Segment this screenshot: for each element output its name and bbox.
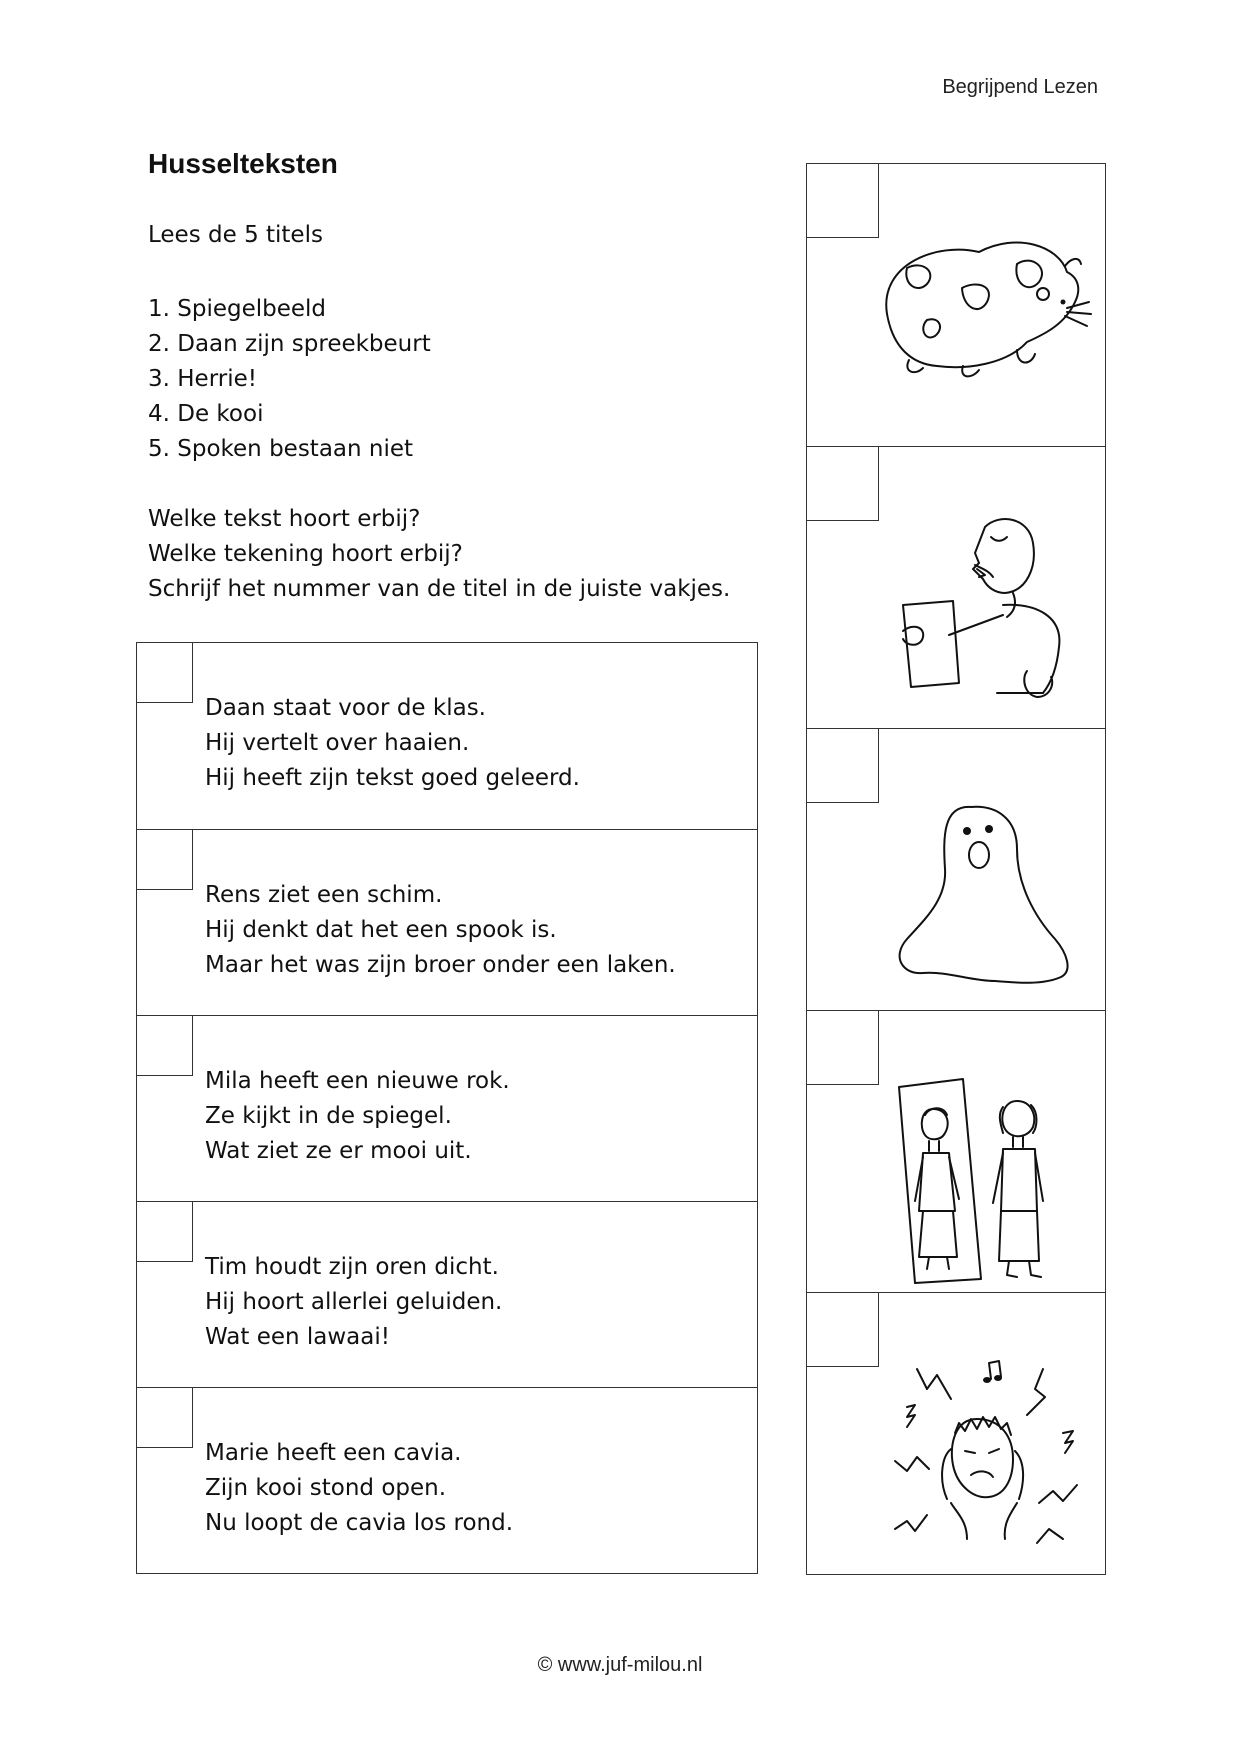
text-line: Rens ziet een schim. [205, 882, 443, 908]
text-line: Daan staat voor de klas. [205, 695, 486, 721]
picture-boxes [806, 163, 1106, 1575]
text-line: Hij denkt dat het een spook is. [205, 917, 557, 943]
text-lines [205, 691, 580, 796]
picture-box [807, 1010, 1105, 1292]
text-lines [205, 1064, 510, 1169]
picture-box [807, 1292, 1105, 1574]
title-item: 1. Spiegelbeeld [148, 296, 327, 322]
page-footer: © www.juf-milou.nl [537, 1654, 703, 1676]
title-item: 3. Herrie! [148, 366, 257, 392]
text-line: Wat ziet ze er mooi uit. [205, 1138, 472, 1164]
guinea-pig-drawing-icon [867, 224, 1097, 439]
answer-number-box[interactable] [137, 830, 193, 890]
text-lines [205, 1250, 502, 1355]
text-box [137, 829, 757, 1015]
text-line: Ze kijkt in de spiegel. [205, 1103, 452, 1129]
text-box [137, 1201, 757, 1387]
picture-box [807, 728, 1105, 1010]
noise-covering-ears-drawing-icon [867, 1353, 1097, 1568]
text-line: Zijn kooi stond open. [205, 1475, 447, 1501]
text-lines [205, 1436, 513, 1541]
text-line: Hij vertelt over haaien. [205, 730, 470, 756]
picture-box [807, 446, 1105, 728]
answer-number-box[interactable] [137, 1016, 193, 1076]
text-line: Mila heeft een nieuwe rok. [205, 1068, 510, 1094]
intro-text: Lees de 5 titels [148, 222, 323, 248]
titles-list [148, 292, 431, 467]
page-header: Begrijpend Lezen [942, 76, 1098, 98]
ghost-drawing-icon [867, 789, 1097, 1004]
text-line: Nu loopt de cavia los rond. [205, 1510, 514, 1536]
text-line: Hij hoort allerlei geluiden. [205, 1289, 503, 1315]
answer-number-box[interactable] [137, 1388, 193, 1448]
text-line: Marie heeft een cavia. [205, 1440, 462, 1466]
title-item: 5. Spoken bestaan niet [148, 436, 414, 462]
answer-number-box[interactable] [137, 643, 193, 703]
instruction-line: Schrijf het nummer van de titel in de juiste vakjes. [148, 576, 731, 602]
text-box [137, 1015, 757, 1201]
answer-number-box[interactable] [137, 1202, 193, 1262]
instruction-line: Welke tekst hoort erbij? [148, 506, 421, 532]
page-title: Husselteksten [148, 148, 338, 179]
text-lines [205, 878, 676, 983]
boy-speaking-drawing-icon [867, 507, 1097, 722]
girl-mirror-drawing-icon [867, 1071, 1097, 1286]
instruction-line: Welke tekening hoort erbij? [148, 541, 463, 567]
text-line: Maar het was zijn broer onder een laken. [205, 952, 676, 978]
picture-box [807, 164, 1105, 446]
text-line: Wat een lawaai! [205, 1324, 390, 1350]
title-item: 2. Daan zijn spreekbeurt [148, 331, 431, 357]
text-box [137, 643, 757, 829]
text-boxes [136, 642, 758, 1574]
title-item: 4. De kooi [148, 401, 264, 427]
text-line: Tim houdt zijn oren dicht. [205, 1254, 499, 1280]
text-box [137, 1387, 757, 1573]
instructions [148, 502, 730, 607]
text-line: Hij heeft zijn tekst goed geleerd. [205, 765, 580, 791]
